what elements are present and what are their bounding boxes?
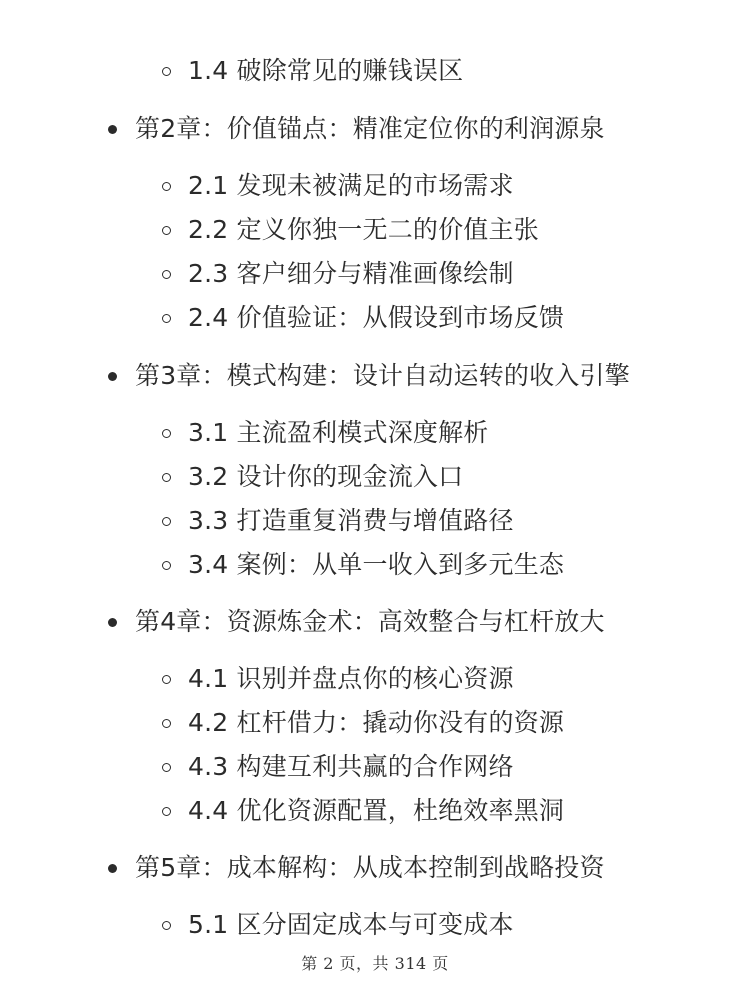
circle-bullet-icon	[162, 182, 171, 191]
dot-bullet-icon	[108, 864, 117, 873]
circle-bullet-icon	[162, 270, 171, 279]
subsection-item	[162, 663, 514, 695]
subsection-item	[162, 795, 564, 827]
chapter-title: 第4章：资源炼金术：高效整合与杠杆放大	[135, 607, 605, 636]
circle-bullet-icon	[162, 807, 171, 816]
circle-bullet-icon	[162, 314, 171, 323]
circle-bullet-icon	[162, 429, 171, 438]
subsection-title: 5.1 区分固定成本与可变成本	[188, 910, 514, 939]
circle-bullet-icon	[162, 719, 171, 728]
subsection-item	[162, 258, 514, 290]
dot-bullet-icon	[108, 618, 117, 627]
circle-bullet-icon	[162, 561, 171, 570]
subsection-title: 4.2 杠杆借力：撬动你没有的资源	[188, 708, 565, 737]
subsection-title: 2.3 客户细分与精准画像绘制	[188, 259, 514, 288]
chapter-title: 第5章：成本解构：从成本控制到战略投资	[135, 853, 605, 882]
chapter-item	[108, 360, 630, 392]
circle-bullet-icon	[162, 517, 171, 526]
circle-bullet-icon	[162, 226, 171, 235]
subsection-title: 2.4 价值验证：从假设到市场反馈	[188, 303, 565, 332]
dot-bullet-icon	[108, 125, 117, 134]
page-number-footer: 第 2 页，共 314 页	[301, 954, 449, 973]
subsection-item	[162, 55, 463, 87]
chapter-item	[108, 606, 605, 638]
subsection-item	[162, 461, 463, 493]
subsection-item	[162, 214, 539, 246]
subsection-item	[162, 707, 564, 739]
subsection-item	[162, 549, 564, 581]
subsection-title: 3.1 主流盈利模式深度解析	[188, 418, 489, 447]
circle-bullet-icon	[162, 67, 171, 76]
subsection-item	[162, 170, 514, 202]
subsection-item	[162, 302, 564, 334]
chapter-title: 第2章：价值锚点：精准定位你的利润源泉	[135, 114, 605, 143]
circle-bullet-icon	[162, 763, 171, 772]
subsection-title: 1.4 破除常见的赚钱误区	[188, 56, 464, 85]
subsection-title: 2.2 定义你独一无二的价值主张	[188, 215, 539, 244]
chapter-item	[108, 113, 605, 145]
subsection-item	[162, 751, 514, 783]
chapter-item	[108, 852, 605, 884]
subsection-title: 3.4 案例：从单一收入到多元生态	[188, 550, 565, 579]
subsection-title: 3.2 设计你的现金流入口	[188, 462, 464, 491]
subsection-item	[162, 505, 514, 537]
chapter-title: 第3章：模式构建：设计自动运转的收入引擎	[135, 361, 630, 390]
circle-bullet-icon	[162, 921, 171, 930]
dot-bullet-icon	[108, 372, 117, 381]
circle-bullet-icon	[162, 675, 171, 684]
subsection-item	[162, 417, 489, 449]
subsection-title: 2.1 发现未被满足的市场需求	[188, 171, 514, 200]
subsection-title: 4.4 优化资源配置，杜绝效率黑洞	[188, 796, 565, 825]
circle-bullet-icon	[162, 473, 171, 482]
subsection-title: 4.3 构建互利共赢的合作网络	[188, 752, 514, 781]
subsection-title: 4.1 识别并盘点你的核心资源	[188, 664, 514, 693]
subsection-title: 3.3 打造重复消费与增值路径	[188, 506, 514, 535]
subsection-item	[162, 909, 514, 941]
